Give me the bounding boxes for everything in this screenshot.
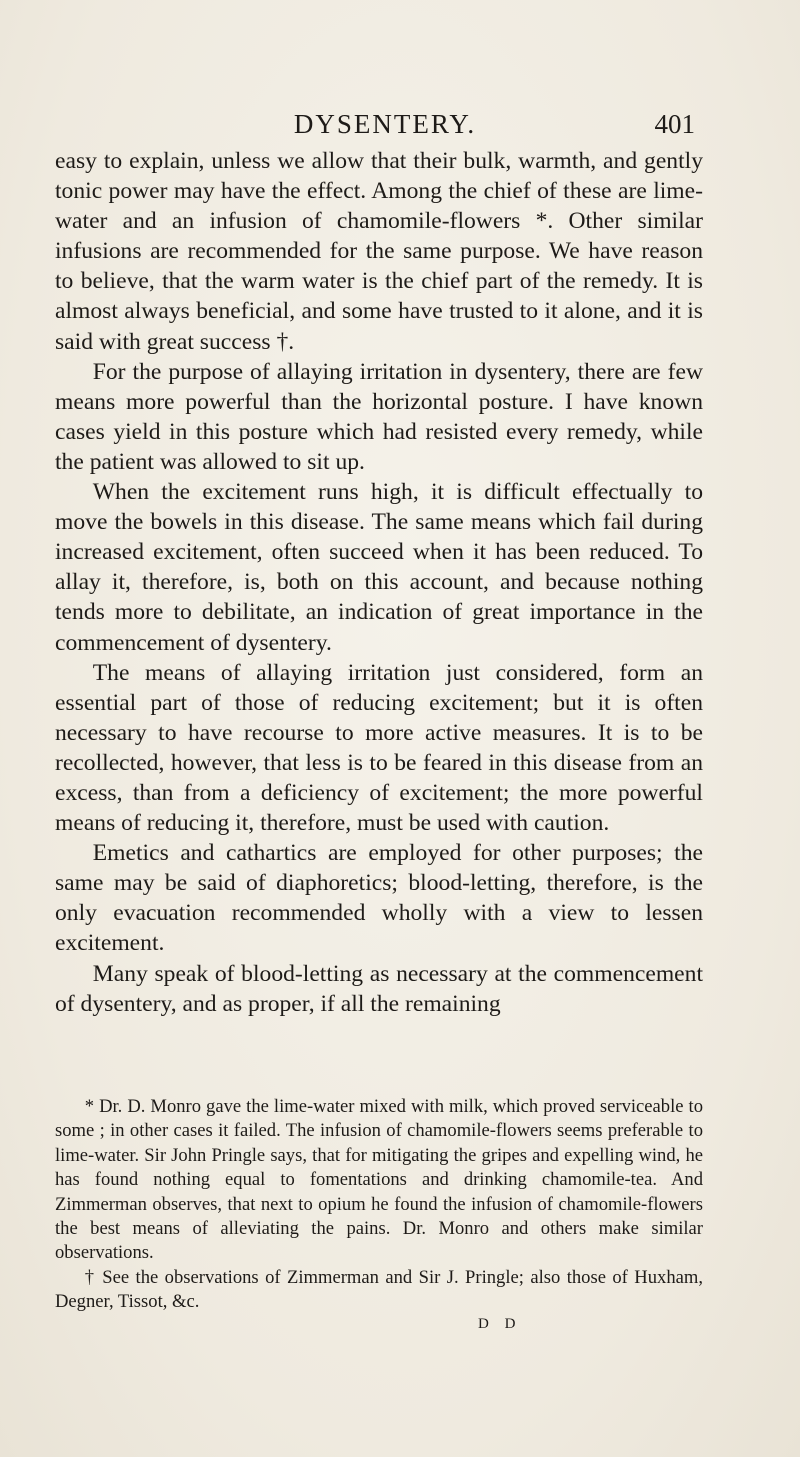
footnotes: [55, 1095, 703, 1315]
footnote-asterisk: * Dr. D. Monro gave the lime-water mixed with milk, which proved serviceable to some ; in other cases it failed. The infusion of chamomile-flowers seems preferable to lime-water. Sir John Pringle says, that for mitigating the gripes and expelling wind, he has found nothing equal to fomentations and drinking chamomile-tea. And Zimmerman observes, that next to opium he found the infusion of chamomile-flowers the best means of alleviating the pains. Dr. Monro and others make similar observations.: [55, 1096, 703, 1264]
signature-mark: D D: [478, 1316, 522, 1332]
paragraph-emetics: Emetics and cathartics are employed for other purposes; the same may be said of diaphoretics; blood-letting, therefore, is the only evacuation recommended wholly with a view to lessen excitement.: [55, 840, 703, 957]
paragraph-excitement: When the excitement runs high, it is difficult effectually to move the bowels in this disease. The same means which fail during increased excitement, often succeed when it has been reduced. To allay it, therefore, is, both on this account, and because nothing tends more to debilitate, an indication of great importance in the commencement of dysentery.: [55, 479, 703, 656]
footnote-dagger: † See the observations of Zimmerman and Sir J. Pringle; also those of Huxham, Degner, Tissot, &c.: [55, 1266, 703, 1313]
running-title: DYSENTERY.: [293, 109, 477, 139]
paragraph-horizontal-posture: For the purpose of allaying irritation in dysentery, there are few means more powerful than the horizontal posture. I have known cases yield in this posture which had resisted every remedy, while the patient was allowed to sit up.: [55, 358, 703, 475]
page-number: 401: [654, 109, 695, 139]
paragraph-allaying-irritation: The means of allaying irritation just considered, form an essential part of those of reducing excitement; but it is often necessary to have recourse to more active measures. It is to be recollected, however, that less is to be feared in this disease from an excess, than from a deficiency of excitement; the more powerful means of reducing it, therefore, must be used with caution.: [55, 659, 703, 837]
paragraph-blood-letting: Many speak of blood-letting as necessary at the commencement of dysentery, and as proper, if all the remaining: [55, 960, 703, 1017]
paragraph-continued: easy to explain, unless we allow that their bulk, warmth, and gently tonic power may have the effect. Among the chief of these are lime-water and an infusion of chamomile-flowers *. Other similar infusions are recommended for the same purpose. We have reason to believe, that the warm water is the chief part of the remedy. It is almost always beneficial, and some have trusted to it alone, and it is said with great success †.: [55, 148, 703, 355]
body-text: [55, 146, 703, 1019]
running-head: [75, 104, 695, 144]
